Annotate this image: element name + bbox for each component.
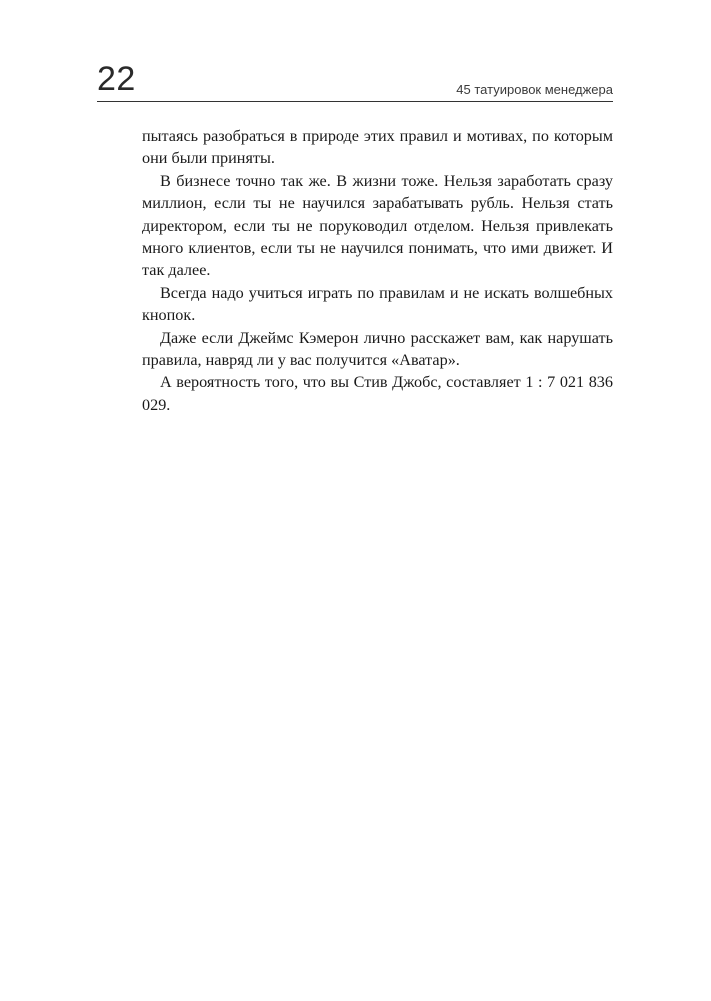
paragraph: пытаясь разобраться в природе этих правил и мотивах, по которым они были приняты. [142,127,613,168]
running-title: 45 татуировок менеджера [456,82,613,97]
header-divider [97,101,613,102]
paragraph: А вероятность того, что вы Стив Джобс, составляет 1 : 7 021 836 029. [142,373,613,414]
paragraph: Даже если Джеймс Кэмерон лично расскажет вам, как нарушать правила, навряд ли у вас получится «Аватар». [142,328,613,370]
body-text [142,125,613,416]
paragraph: В бизнесе точно так же. В жизни тоже. Нельзя заработать сразу миллион, если ты не научился зарабатывать рубль. Нельзя стать директором, если ты не поруководил отделом. Нельзя привлекать много клиентов, если ты не научился понимать, что ими движет. И так далее. [142,171,613,280]
paragraph: Всегда надо учиться играть по правилам и не искать волшебных кнопок. [142,283,613,325]
page-number: 22 [97,60,136,98]
